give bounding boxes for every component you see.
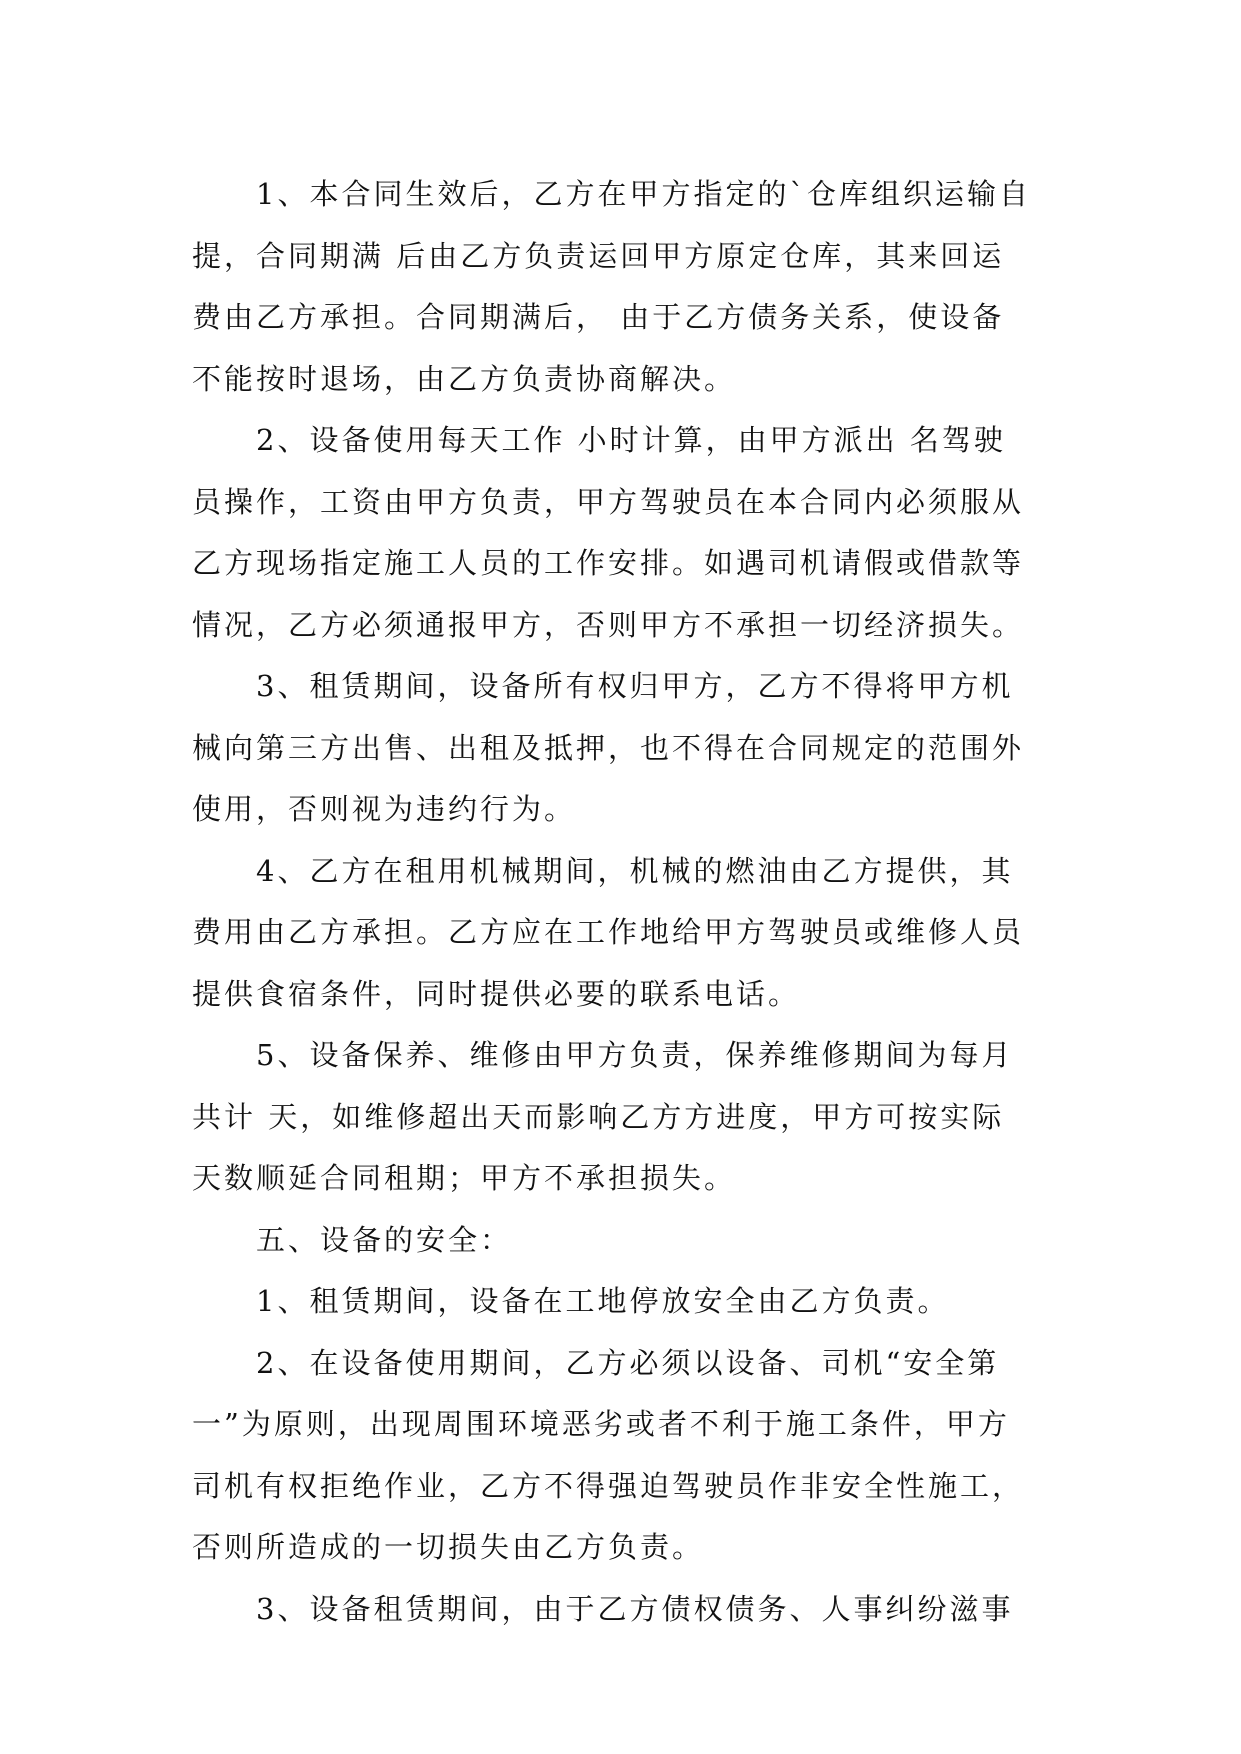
- paragraph-line: 五、设备的安全：: [256, 1222, 513, 1257]
- paragraph-line: 费用由乙方承担。乙方应在工作地给甲方驾驶员或维修人员: [192, 915, 1025, 949]
- paragraph-line: 司机有权拒绝作业，乙方不得强迫驾驶员作非安全性施工，: [192, 1468, 1025, 1503]
- paragraph-line: 一”为原则，出现周围环境恶劣或者不利于施工条件，甲方: [192, 1407, 1010, 1441]
- paragraph-line: 械向第三方出售、出租及抵押，也不得在合同规定的范围外: [192, 730, 1025, 765]
- paragraph-line: 使用，否则视为违约行为。: [192, 792, 577, 826]
- paragraph-line: 天数顺延合同租期；甲方不承担损失。: [192, 1161, 737, 1195]
- contract-paragraph: [192, 1333, 1072, 1579]
- contract-paragraph: [192, 410, 1072, 656]
- contract-paragraph: [192, 1271, 1072, 1333]
- paragraph-line: 共计 天，如维修超出天而影响乙方方进度，甲方可按实际: [192, 1099, 1005, 1134]
- paragraph-line: 2、在设备使用期间，乙方必须以设备、司机“安全第: [256, 1345, 1000, 1380]
- paragraph-line: 否则所造成的一切损失由乙方负责。: [192, 1530, 705, 1564]
- paragraph-line: 不能按时退场，由乙方负责协商解决。: [192, 361, 737, 396]
- paragraph-line: 提，合同期满 后由乙方负责运回甲方原定仓库，其来回运: [192, 238, 1005, 273]
- contract-paragraph: [192, 1025, 1072, 1210]
- paragraph-line: 4、乙方在租用机械期间，机械的燃油由乙方提供，其: [256, 853, 1014, 888]
- paragraph-line: 3、设备租赁期间，由于乙方债权债务、人事纠纷滋事: [256, 1591, 1014, 1626]
- paragraph-line: 员操作，工资由甲方负责，甲方驾驶员在本合同内必须服从: [192, 484, 1025, 519]
- paragraph-line: 1、本合同生效后，乙方在甲方指定的`仓库组织运输自: [256, 177, 1031, 211]
- contract-paragraph: [192, 1579, 1072, 1641]
- contract-paragraph: [192, 1210, 1072, 1272]
- paragraph-line: 费由乙方承担。合同期满后， 由于乙方债务关系，使设备: [192, 300, 1005, 334]
- contract-paragraph: [192, 656, 1072, 841]
- paragraph-line: 3、租赁期间，设备所有权归甲方，乙方不得将甲方机: [256, 669, 1014, 703]
- contract-paragraph: [192, 841, 1072, 1026]
- paragraph-line: 乙方现场指定施工人员的工作安排。如遇司机请假或借款等: [192, 546, 1025, 580]
- paragraph-line: 2、设备使用每天工作 小时计算，由甲方派出 名驾驶: [256, 423, 1006, 457]
- paragraph-line: 5、设备保养、维修由甲方负责，保养维修期间为每月: [256, 1038, 1014, 1072]
- paragraph-line: 提供食宿条件，同时提供必要的联系电话。: [192, 976, 801, 1011]
- paragraph-line: 情况，乙方必须通报甲方，否则甲方不承担一切经济损失。: [192, 607, 1025, 642]
- contract-paragraph: [192, 164, 1072, 410]
- document-body: [192, 164, 1072, 1640]
- paragraph-line: 1、租赁期间，设备在工地停放安全由乙方负责。: [256, 1284, 950, 1318]
